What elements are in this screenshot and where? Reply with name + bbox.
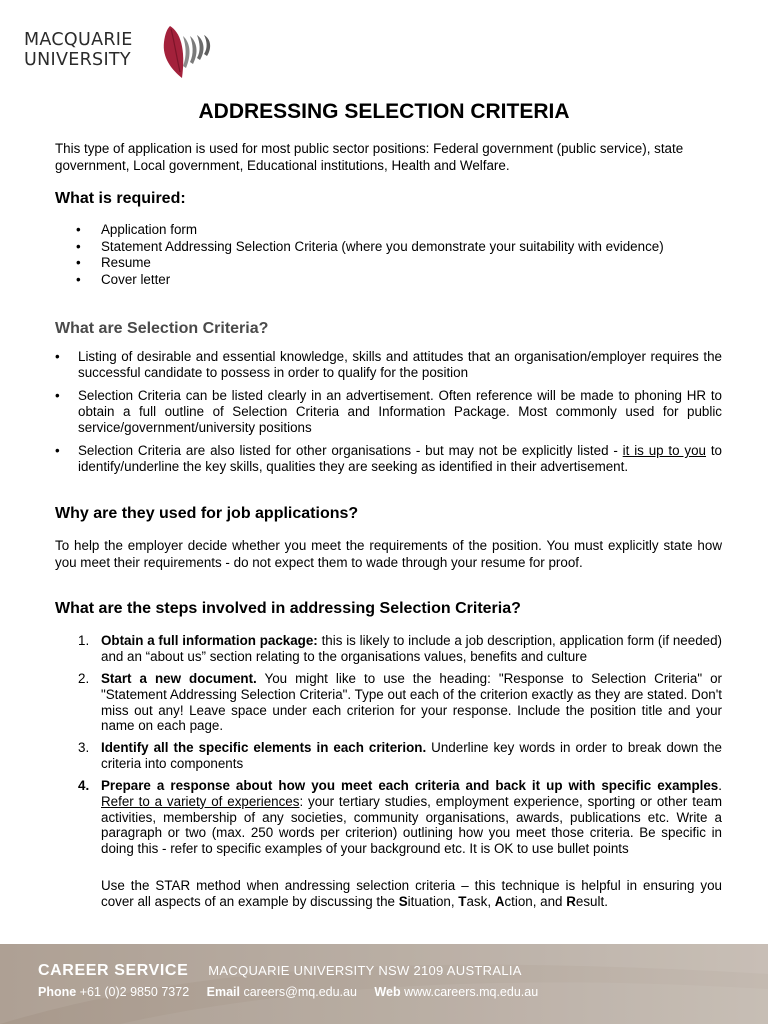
step-2-body: You might like to use the heading: "Response to Selection Criteria" or "Statement Addressing Selection Criteria". Type out each of the criterion exactly as they are stated. Don't miss out any! Leave space under each criterion for your response. Include the position title and your name on each page. [101, 671, 723, 734]
step-number: 4. [78, 778, 90, 793]
footer-service: CAREER SERVICE [38, 962, 189, 979]
list-item: • Cover letter [55, 272, 664, 289]
footer-email-link[interactable]: careers@mq.edu.au [243, 985, 357, 999]
step-1-title: Obtain a full information package: [101, 633, 318, 648]
footer-line-2 [38, 985, 538, 999]
step-number: 3. [78, 740, 90, 755]
bullet-icon: • [55, 349, 60, 364]
footer-phone: +61 (0)2 9850 7372 [79, 985, 190, 999]
required-heading: What is required: [55, 190, 186, 207]
footer-address: MACQUARIE UNIVERSITY NSW 2109 AUSTRALIA [208, 963, 522, 978]
lighthouse-emblem-icon [150, 20, 216, 82]
criteria-item-3-post: to identify/underline the key skills, qualities they are seeking as identified in their advertisement. [78, 443, 722, 474]
step-3-body: Underline key words in order to break down the criteria into components [101, 740, 722, 771]
step-4-title: Prepare a response about how you meet each criteria and back it up with specific examples [101, 778, 719, 793]
why-paragraph: To help the employer decide whether you meet the requirements of the position. You must explicitly state how you meet their requirements - do not expect them to wade through your resume for proof. [55, 538, 722, 570]
criteria-item-3-pre: Selection Criteria are also listed for other organisations - but may not be explicitly listed - [78, 443, 623, 458]
star-r-rest: esult. [575, 893, 608, 909]
step-3-title: Identify all the specific elements in each criterion. [101, 740, 427, 755]
page-title: ADDRESSING SELECTION CRITERIA [198, 100, 570, 123]
criteria-item-text: Listing of desirable and essential knowledge, skills and attitudes that an organisation/employer requires the successful candidate to possess in order to qualify for the position [78, 349, 722, 380]
footer-phone-label: Phone [38, 985, 77, 999]
why-heading: Why are they used for job applications? [55, 505, 359, 522]
criteria-item-text [78, 443, 722, 475]
intro-paragraph: This type of application is used for most public sector positions: Federal government (public service), state government, Local government, Educational institutions, Health and Welfare. [55, 141, 684, 173]
footer-banner [0, 944, 768, 1024]
star-method-paragraph [55, 878, 722, 910]
criteria-item-text: Selection Criteria can be listed clearly in an advertisement. Often reference will be made to phoning HR to obtain a full outline of Selection Criteria and Information Package. Most commonly used for public service/government/university positions [78, 388, 722, 435]
step-text [101, 671, 722, 734]
star-a-rest: ction, and [504, 893, 567, 909]
list-item: • Application form [55, 222, 664, 239]
required-list [55, 222, 664, 288]
footer-swoosh-decoration [0, 944, 768, 1024]
step-number: 1. [78, 633, 90, 648]
criteria-item-3 [55, 443, 722, 475]
step-1-body: this is likely to include a job description, application form (if needed) and an “about us” section relating to the organisations values, benefits and culture [101, 633, 722, 664]
bullet-icon: • [55, 443, 60, 458]
bullet-icon: • [55, 388, 60, 403]
university-logo [24, 20, 214, 84]
star-a: A [494, 893, 505, 909]
step-2 [55, 671, 722, 734]
criteria-heading: What are Selection Criteria? [55, 320, 269, 337]
logo-line2: UNIVERSITY [24, 50, 131, 70]
star-t: T [458, 893, 467, 909]
list-item: • Resume [55, 255, 664, 272]
steps-heading: What are the steps involved in addressing Selection Criteria? [55, 600, 521, 617]
step-4-dot: . [718, 778, 722, 793]
criteria-item-3-emphasis: it is up to you [622, 443, 706, 458]
step-4 [55, 778, 722, 857]
step-text [101, 740, 722, 772]
step-1 [55, 633, 722, 665]
step-4-body: : your tertiary studies, employment experience, sporting or other team activities, membership of any societies, community organisations, awards, publications etc. Write a paragraph or two (max. 250 words per criterion) outlining how you meet those criteria. Be specific in doing this - refer to specific examples of your background etc. It is OK to use bullet points [101, 793, 722, 857]
step-number: 2. [78, 671, 90, 686]
step-2-title: Start a new document. [101, 671, 257, 686]
criteria-item-2 [55, 388, 722, 435]
step-4-emphasis: Refer to a variety of experiences [101, 793, 300, 809]
logo-line1: MACQUARIE [24, 30, 133, 50]
star-s: S [398, 893, 408, 909]
footer-web-link[interactable]: www.careers.mq.edu.au [404, 985, 539, 999]
star-t-rest: ask, [466, 893, 495, 909]
footer-line-1 [38, 962, 522, 980]
step-text [101, 633, 722, 665]
step-text [101, 778, 722, 857]
star-intro: Use the STAR method when andressing selection criteria – this technique is helpful in ensuring you cover all aspects of an example by discussing the [101, 878, 722, 909]
criteria-item-1 [55, 349, 722, 381]
footer-email-label: Email [206, 985, 240, 999]
star-r: R [566, 893, 576, 909]
logo-wordmark [24, 30, 133, 70]
star-text [101, 878, 722, 910]
step-3 [55, 740, 722, 772]
list-item: • Statement Addressing Selection Criteria (where you demonstrate your suitability with evidence) [55, 239, 664, 256]
star-s-rest: ituation, [407, 893, 459, 909]
footer-web-label: Web [374, 985, 401, 999]
